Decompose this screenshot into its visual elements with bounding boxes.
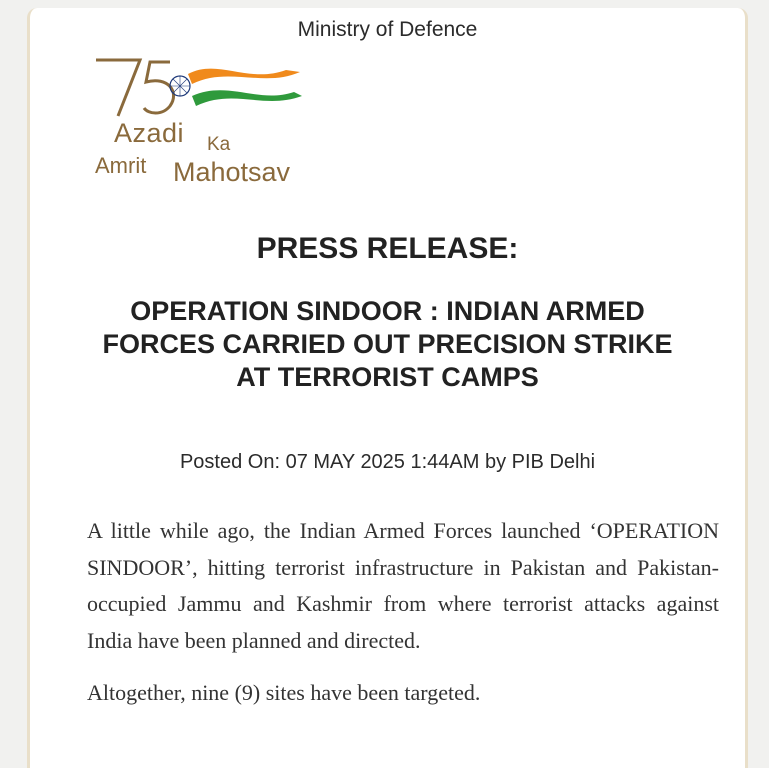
azadi-ka-amrit-mahotsav-logo	[88, 52, 333, 192]
press-release-page	[27, 8, 748, 768]
body-paragraph-2: Altogether, nine (9) sites have been targeted.	[87, 680, 481, 705]
logo-mahotsav-text: Mahotsav	[173, 157, 291, 187]
logo-amrit-text: Amrit	[95, 153, 147, 178]
release-headline: OPERATION SINDOOR : INDIAN ARMED FORCES CARRIED OUT PRECISION STRIKE AT TERRORIST CAMPS	[102, 296, 673, 392]
body-paragraph-1: A little while ago, the Indian Armed Forces launched ‘OPERATION SINDOOR’, hitting terrorist infrastructure in Pakistan and Pakistan-occupied Jammu and Kashmir from where terrorist attacks against India have been planned and directed.	[87, 518, 719, 653]
chakra-icon	[170, 76, 190, 96]
ministry-name: Ministry of Defence	[297, 18, 478, 41]
logo-seven-shape	[96, 60, 140, 116]
release-body	[87, 513, 719, 728]
logo-azadi-text: Azadi	[114, 118, 185, 148]
flag-saffron-band	[188, 69, 300, 84]
logo-ka-text: Ka	[207, 134, 231, 155]
logo-five-shape	[144, 62, 174, 113]
flag-green-band	[192, 90, 302, 106]
posted-on-line: Posted On: 07 MAY 2025 1:44AM by PIB Delhi	[179, 451, 596, 473]
press-release-label: PRESS RELEASE:	[256, 232, 519, 265]
